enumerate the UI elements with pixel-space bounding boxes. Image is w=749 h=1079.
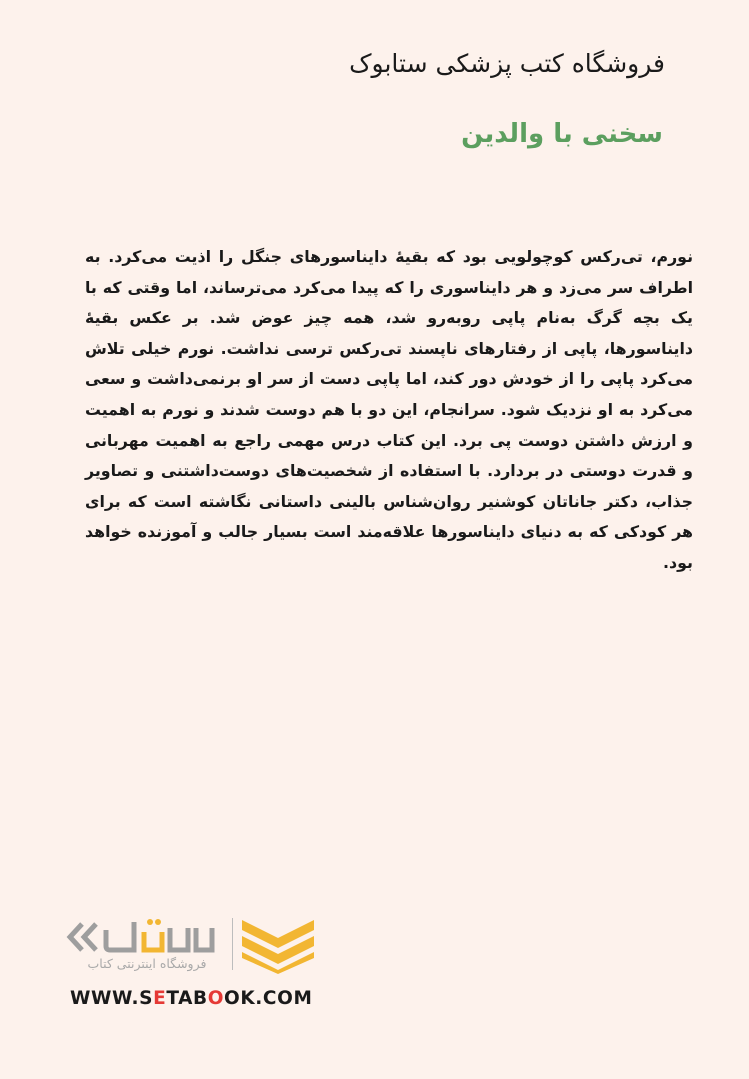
url-accent-letter: E [153, 988, 167, 1009]
url-accent-letter: O [207, 988, 225, 1009]
website-url [70, 988, 312, 1009]
store-title: فروشگاه کتب پزشکی ستابوک [349, 49, 665, 78]
setabook-logo [62, 912, 318, 976]
url-part: OK.COM [224, 988, 313, 1009]
logo-wordmark [62, 912, 222, 962]
logo-divider [232, 918, 233, 970]
body-paragraph: نورم، تی‌رکس کوچولویی بود که بقیهٔ دایناسورهای جنگل را اذیت می‌کرد. به اطراف سر می‌زد و هر دایناسوری را که پیدا می‌کرد می‌ترساند، اما وقتی که با یک بچه گرگ به‌نام پاپی روبه‌رو شد، همه چیز عوض شد. بر عکس بقیهٔ دایناسورها، پاپی از رفتارهای ناپسند تی‌رکس ترسی نداشت. نورم خیلی تلاش می‌کرد پاپی را از خودش دور کند، اما پاپی دست از سر او برنمی‌داشت و سعی می‌کرد به او نزدیک شود. سرانجام، این دو با هم دوست شدند و نورم به اهمیت و ارزش داشتن دوست پی برد. این کتاب درس مهمی راجع به اهمیت مهربانی و قدرت دوستی در بردارد. با استفاده از شخصیت‌های دوست‌داشتنی و تصاویر جذاب، دکتر جاناتان کوشنیر روان‌شناس بالینی داستانی نگاشته است که برای هر کودکی که به دنیای دایناسورها علاقه‌مند است بسیار جالب و آموزنده خواهد بود. [85, 247, 693, 572]
url-part: WWW.S [70, 988, 154, 1009]
book-stack-icon [238, 916, 318, 974]
url-part: TAB [166, 988, 208, 1009]
section-title: سخنی با والدین [461, 119, 663, 149]
logo-tagline: فروشگاه اینترنتی کتاب [87, 956, 207, 971]
